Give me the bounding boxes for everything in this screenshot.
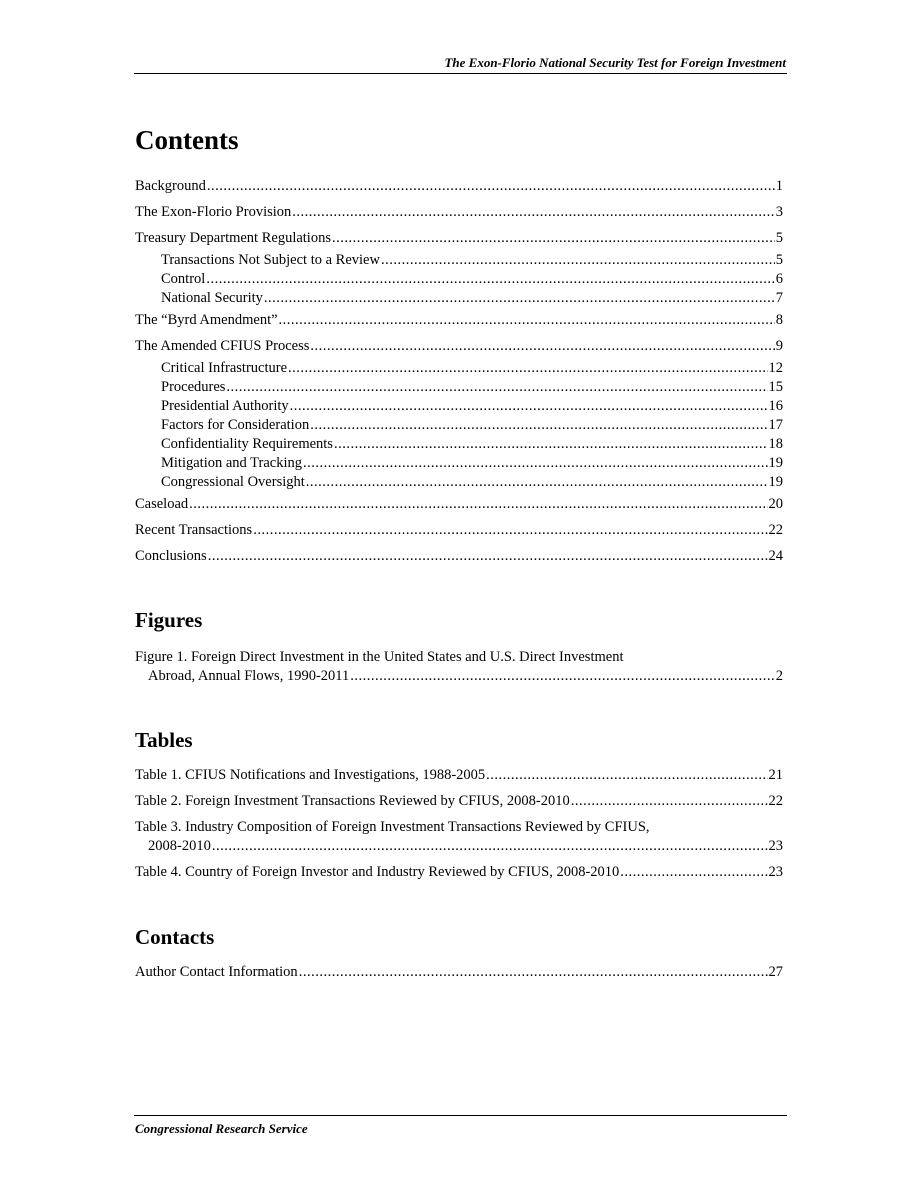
toc-entry-label: Treasury Department Regulations <box>135 230 331 246</box>
table-entry-1[interactable] <box>135 766 783 784</box>
contact-entry-label: Author Contact Information <box>135 964 298 980</box>
toc-page-number: 17 <box>768 417 783 433</box>
footer-publisher: Congressional Research Service <box>135 1121 308 1136</box>
toc-page-number: 3 <box>775 204 783 220</box>
toc-entry-congressional-oversight[interactable] <box>161 473 783 491</box>
toc-page-number: 12 <box>768 360 783 376</box>
dot-leader <box>208 547 768 565</box>
dot-leader <box>299 963 768 981</box>
toc-entry-factors-for-consideration[interactable] <box>161 416 783 434</box>
toc-entry-label: Confidentiality Requirements <box>161 436 333 452</box>
dot-leader <box>303 454 768 472</box>
toc-entry-label: The Amended CFIUS Process <box>135 338 310 354</box>
table-entry-4[interactable] <box>135 863 783 881</box>
toc-entry-control[interactable] <box>161 270 783 288</box>
toc-entry-background[interactable] <box>135 177 783 195</box>
dot-leader <box>332 229 775 247</box>
dot-leader <box>306 473 768 491</box>
table-entry-label: 2008-2010 <box>148 838 211 854</box>
table-entry-3-line1[interactable]: Table 3. Industry Composition of Foreign Investment Transactions Reviewed by CFIUS, <box>135 819 650 835</box>
contacts-heading: Contacts <box>135 925 215 949</box>
toc-page-number: 5 <box>775 252 783 268</box>
tables-heading: Tables <box>135 728 193 752</box>
toc-entry-label: Mitigation and Tracking <box>161 455 302 471</box>
toc-page-number: 24 <box>768 548 783 564</box>
table-page-number: 23 <box>768 864 783 880</box>
figure-page-number: 2 <box>775 668 783 684</box>
dot-leader <box>381 251 775 269</box>
toc-page-number: 20 <box>768 496 783 512</box>
dot-leader <box>292 203 774 221</box>
toc-entry-label: Procedures <box>161 379 226 395</box>
toc-entry-recent-transactions[interactable] <box>135 521 783 539</box>
toc-page-number: 8 <box>775 312 783 328</box>
contact-entry-author[interactable] <box>135 963 783 981</box>
toc-page-number: 7 <box>775 290 783 306</box>
table-entry-2[interactable] <box>135 792 783 810</box>
dot-leader <box>189 495 767 513</box>
toc-entry-presidential-authority[interactable] <box>161 397 783 415</box>
toc-entry-transactions-not-subject[interactable] <box>161 251 783 269</box>
toc-entry-label: Recent Transactions <box>135 522 253 538</box>
toc-entry-label: The Exon-Florio Provision <box>135 204 292 220</box>
toc-page-number: 9 <box>775 338 783 354</box>
toc-entry-confidentiality-requirements[interactable] <box>161 435 783 453</box>
toc-entry-conclusions[interactable] <box>135 547 783 565</box>
toc-page-number: 5 <box>775 230 783 246</box>
toc-page-number: 15 <box>768 379 783 395</box>
toc-entry-mitigation-and-tracking[interactable] <box>161 454 783 472</box>
dot-leader <box>334 435 768 453</box>
figure-entry-line1[interactable]: Figure 1. Foreign Direct Investment in the United States and U.S. Direct Investment <box>135 649 624 665</box>
dot-leader <box>290 397 768 415</box>
toc-entry-label: The “Byrd Amendment” <box>135 312 278 328</box>
toc-entry-label: Background <box>135 178 206 194</box>
table-entry-label: Table 4. Country of Foreign Investor and Industry Reviewed by CFIUS, 2008-2010 <box>135 864 620 880</box>
toc-entry-national-security[interactable] <box>161 289 783 307</box>
figures-heading: Figures <box>135 608 203 632</box>
contact-page-number: 27 <box>768 964 783 980</box>
toc-page-number: 19 <box>768 474 783 490</box>
table-page-number: 21 <box>768 767 783 783</box>
dot-leader <box>571 792 768 810</box>
dot-leader <box>207 177 775 195</box>
table-page-number: 23 <box>768 838 783 854</box>
toc-entry-amended-cfius-process[interactable] <box>135 337 783 355</box>
dot-leader <box>288 359 767 377</box>
dot-leader <box>350 667 775 685</box>
dot-leader <box>620 863 767 881</box>
toc-entry-procedures[interactable] <box>161 378 783 396</box>
table-entry-3[interactable] <box>148 837 783 855</box>
toc-entry-label: Conclusions <box>135 548 207 564</box>
dot-leader <box>279 311 775 329</box>
toc-page-number: 22 <box>768 522 783 538</box>
toc-entry-exon-florio-provision[interactable] <box>135 203 783 221</box>
dot-leader <box>310 337 774 355</box>
toc-page-number: 6 <box>775 271 783 287</box>
table-page-number: 22 <box>768 793 783 809</box>
toc-entry-treasury-regulations[interactable] <box>135 229 783 247</box>
table-entry-label: Table 1. CFIUS Notifications and Investigations, 1988-2005 <box>135 767 486 783</box>
toc-entry-label: Congressional Oversight <box>161 474 305 490</box>
toc-page-number: 18 <box>768 436 783 452</box>
contents-heading: Contents <box>135 125 239 155</box>
table-entry-label: Table 2. Foreign Investment Transactions Reviewed by CFIUS, 2008-2010 <box>135 793 570 809</box>
header-rule <box>134 73 787 74</box>
toc-entry-caseload[interactable] <box>135 495 783 513</box>
dot-leader <box>486 766 767 784</box>
dot-leader <box>212 837 768 855</box>
toc-entry-critical-infrastructure[interactable] <box>161 359 783 377</box>
dot-leader <box>253 521 767 539</box>
dot-leader <box>264 289 775 307</box>
dot-leader <box>226 378 767 396</box>
dot-leader <box>206 270 774 288</box>
toc-entry-label: Presidential Authority <box>161 398 289 414</box>
figure-entry-label: Abroad, Annual Flows, 1990-2011 <box>148 668 350 684</box>
footer-rule <box>134 1115 787 1116</box>
toc-entry-label: Critical Infrastructure <box>161 360 288 376</box>
dot-leader <box>310 416 767 434</box>
toc-page-number: 1 <box>775 178 783 194</box>
toc-page-number: 16 <box>768 398 783 414</box>
toc-entry-label: Caseload <box>135 496 189 512</box>
figure-entry-1[interactable] <box>148 667 783 685</box>
running-header: The Exon-Florio National Security Test for Foreign Investment <box>444 55 786 70</box>
toc-page-number: 19 <box>768 455 783 471</box>
toc-entry-label: Factors for Consideration <box>161 417 310 433</box>
toc-entry-byrd-amendment[interactable] <box>135 311 783 329</box>
toc-entry-label: Control <box>161 271 206 287</box>
toc-entry-label: National Security <box>161 290 263 306</box>
toc-entry-label: Transactions Not Subject to a Review <box>161 252 380 268</box>
